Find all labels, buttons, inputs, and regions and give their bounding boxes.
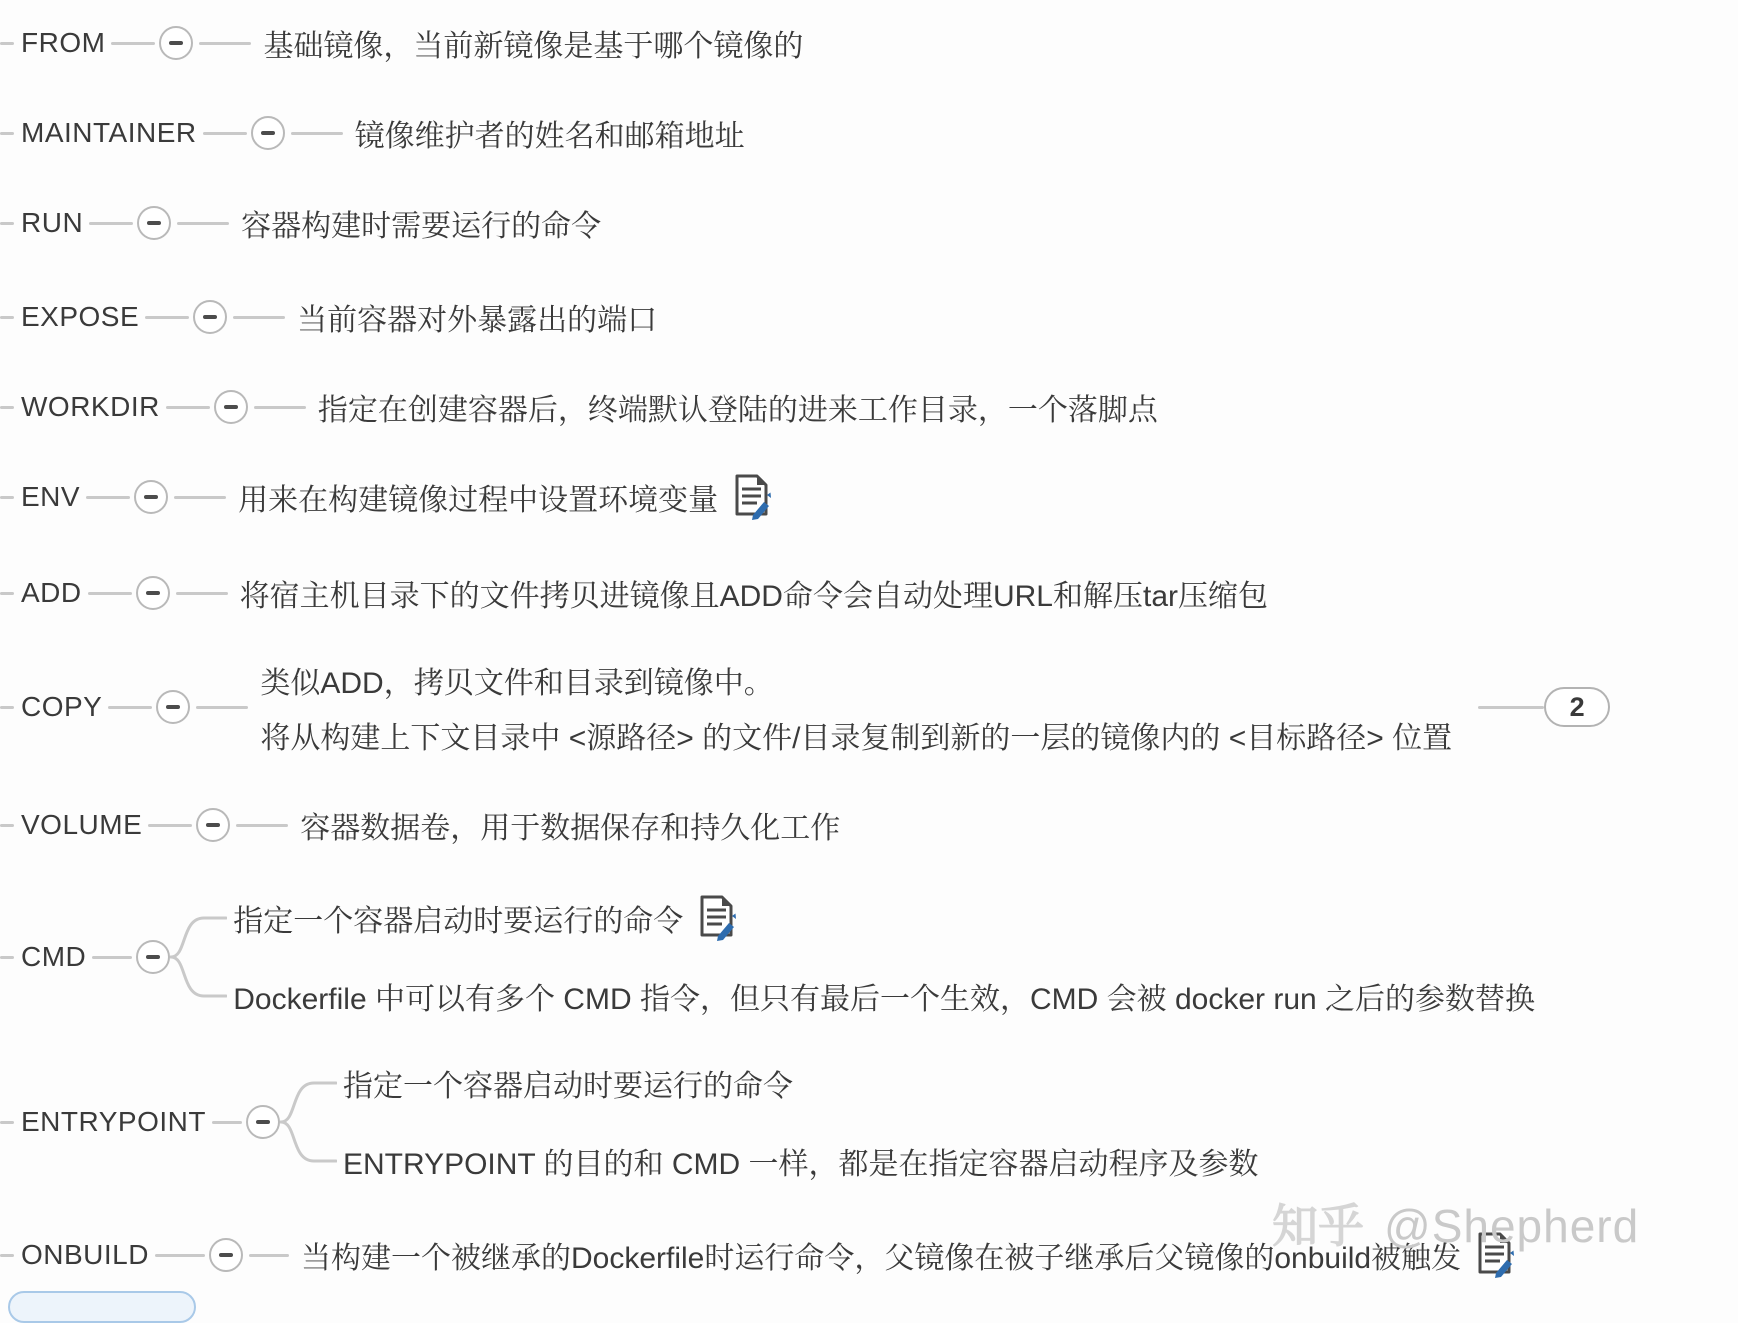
- topic-text-line: 类似ADD，拷贝文件和目录到镜像中。: [260, 666, 774, 700]
- trunk-connector-line: [0, 132, 14, 135]
- branch-onbuild: [0, 1233, 1519, 1277]
- trunk-connector-line: [0, 706, 14, 709]
- topic-text[interactable]: Dockerfile 中可以有多个 CMD 指令，但只有最后一个生效，CMD 会被 docker run 之后的参数替换: [233, 983, 1536, 1016]
- branch-line: [212, 1121, 242, 1124]
- topic-text[interactable]: 当构建一个被继承的Dockerfile时运行命令，父镜像在被子继承后父镜像的onbuild被触发: [300, 1242, 1462, 1275]
- trunk-connector-line: [0, 1121, 14, 1124]
- collapsed-topic-partial[interactable]: [8, 1291, 196, 1323]
- branch-env: [0, 475, 776, 519]
- trunk-connector-line: [0, 824, 14, 827]
- branch-line: [176, 592, 228, 595]
- child-topic: [227, 898, 1535, 938]
- collapse-minus-button[interactable]: [209, 1238, 243, 1272]
- topic-label[interactable]: CMD: [21, 941, 87, 972]
- branch-line: [203, 132, 247, 135]
- fork-connector-lines: [280, 1063, 337, 1181]
- child-topics: [227, 898, 1535, 1016]
- topic-text[interactable]: 用来在构建镜像过程中设置环境变量: [238, 484, 719, 517]
- topic-label[interactable]: ONBUILD: [21, 1239, 149, 1270]
- collapse-minus-button[interactable]: [196, 808, 230, 842]
- branch-line: [92, 956, 132, 959]
- topic-text[interactable]: 指定在创建容器后，终端默认登陆的进来工作目录，一个落脚点: [317, 394, 1158, 427]
- minus-icon: [147, 221, 161, 225]
- trunk-connector-line: [0, 496, 14, 499]
- topic-text[interactable]: 基础镜像，当前新镜像是基于哪个镜像的: [263, 30, 804, 63]
- branch-line: [236, 824, 288, 827]
- branch-line: [199, 42, 251, 45]
- branch-line: [89, 222, 133, 225]
- branch-entrypoint: [0, 1063, 1259, 1181]
- minus-icon: [166, 705, 180, 709]
- collapse-minus-button[interactable]: [136, 940, 170, 974]
- collapse-minus-button[interactable]: [134, 480, 168, 514]
- topic-text[interactable]: 当前容器对外暴露出的端口: [297, 304, 658, 337]
- minus-icon: [144, 495, 158, 499]
- topic-label[interactable]: RUN: [21, 207, 84, 238]
- fork-connector-lines: [170, 898, 227, 1016]
- topic-label[interactable]: COPY: [21, 691, 103, 722]
- note-icon[interactable]: [732, 474, 776, 520]
- collapse-minus-button[interactable]: [246, 1105, 280, 1139]
- watermark-brand: 知乎: [1272, 1200, 1364, 1252]
- minus-icon: [219, 1253, 233, 1257]
- topic-text[interactable]: 容器构建时需要运行的命令: [241, 210, 602, 243]
- branch-line: [291, 132, 343, 135]
- minus-icon: [146, 591, 160, 595]
- branch-expose: [0, 295, 657, 339]
- minus-icon: [261, 131, 275, 135]
- branch-run: [0, 201, 601, 245]
- branch-copy: [0, 661, 1610, 753]
- branch-line: [174, 496, 226, 499]
- minus-icon: [206, 823, 220, 827]
- topic-text[interactable]: ENTRYPOINT 的目的和 CMD 一样，都是在指定容器启动程序及参数: [342, 1148, 1259, 1181]
- topic-text-line: 将从构建上下文目录中 <源路径> 的文件/目录复制到新的一层的镜像内的 <目标路径> 位置: [260, 721, 1453, 755]
- note-icon[interactable]: [697, 895, 741, 941]
- trunk-connector-line: [0, 1254, 14, 1257]
- branch-workdir: [0, 385, 1158, 429]
- minus-icon: [256, 1120, 270, 1124]
- collapsed-children-count-badge[interactable]: 2: [1544, 687, 1610, 727]
- branch-line: [155, 1254, 205, 1257]
- collapse-minus-button[interactable]: [251, 116, 285, 150]
- minus-icon: [146, 955, 160, 959]
- trunk-connector-line: [0, 406, 14, 409]
- branch-line: [148, 824, 192, 827]
- topic-text[interactable]: [260, 658, 1452, 757]
- topic-label[interactable]: EXPOSE: [21, 301, 140, 332]
- child-topic: [337, 1141, 1259, 1181]
- minus-icon: [203, 315, 217, 319]
- topic-label[interactable]: ENV: [21, 481, 81, 512]
- branch-add: [0, 571, 1268, 615]
- branch-line: [196, 706, 248, 709]
- trunk-connector-line: [0, 222, 14, 225]
- branch-line: [88, 592, 132, 595]
- branch-line: [111, 42, 155, 45]
- branch-line: [166, 406, 210, 409]
- collapse-minus-button[interactable]: [214, 390, 248, 424]
- branch-cmd: [0, 898, 1535, 1016]
- branch-maintainer: [0, 111, 745, 155]
- branch-line: [233, 316, 285, 319]
- branch-line: [1478, 706, 1544, 709]
- note-icon[interactable]: [1475, 1232, 1519, 1278]
- branch-line: [86, 496, 130, 499]
- trunk-connector-line: [0, 42, 14, 45]
- topic-label[interactable]: MAINTAINER: [21, 117, 197, 148]
- minus-icon: [169, 41, 183, 45]
- minus-icon: [224, 405, 238, 409]
- branch-line: [177, 222, 229, 225]
- topic-text[interactable]: 指定一个容器启动时要运行的命令: [342, 1070, 793, 1103]
- branch-line: [108, 706, 152, 709]
- branch-from: [0, 21, 803, 65]
- branch-line: [254, 406, 306, 409]
- branch-line: [145, 316, 189, 319]
- trunk-connector-line: [0, 956, 14, 959]
- topic-text[interactable]: 指定一个容器启动时要运行的命令: [233, 905, 684, 938]
- topic-text[interactable]: 镜像维护者的姓名和邮箱地址: [354, 120, 745, 153]
- branch-volume: [0, 803, 840, 847]
- collapse-minus-button[interactable]: [193, 300, 227, 334]
- trunk-connector-line: [0, 592, 14, 595]
- child-topics: [337, 1063, 1259, 1181]
- topic-label[interactable]: VOLUME: [21, 809, 143, 840]
- collapse-minus-button[interactable]: [137, 206, 171, 240]
- collapse-minus-button[interactable]: [156, 690, 190, 724]
- topic-text[interactable]: 容器数据卷，用于数据保存和持久化工作: [300, 812, 841, 845]
- branch-line: [249, 1254, 289, 1257]
- trunk-connector-line: [0, 316, 14, 319]
- child-topic: [227, 976, 1535, 1016]
- topic-label[interactable]: ADD: [21, 577, 82, 608]
- collapse-minus-button[interactable]: [136, 576, 170, 610]
- topic-label[interactable]: FROM: [21, 27, 106, 58]
- collapse-minus-button[interactable]: [159, 26, 193, 60]
- topic-label[interactable]: WORKDIR: [21, 391, 160, 422]
- topic-text[interactable]: 将宿主机目录下的文件拷贝进镜像且ADD命令会自动处理URL和解压tar压缩包: [239, 580, 1268, 613]
- watermark-handle: @Shepherd: [1384, 1200, 1640, 1252]
- topic-label[interactable]: ENTRYPOINT: [21, 1106, 206, 1137]
- child-topic: [337, 1063, 1259, 1103]
